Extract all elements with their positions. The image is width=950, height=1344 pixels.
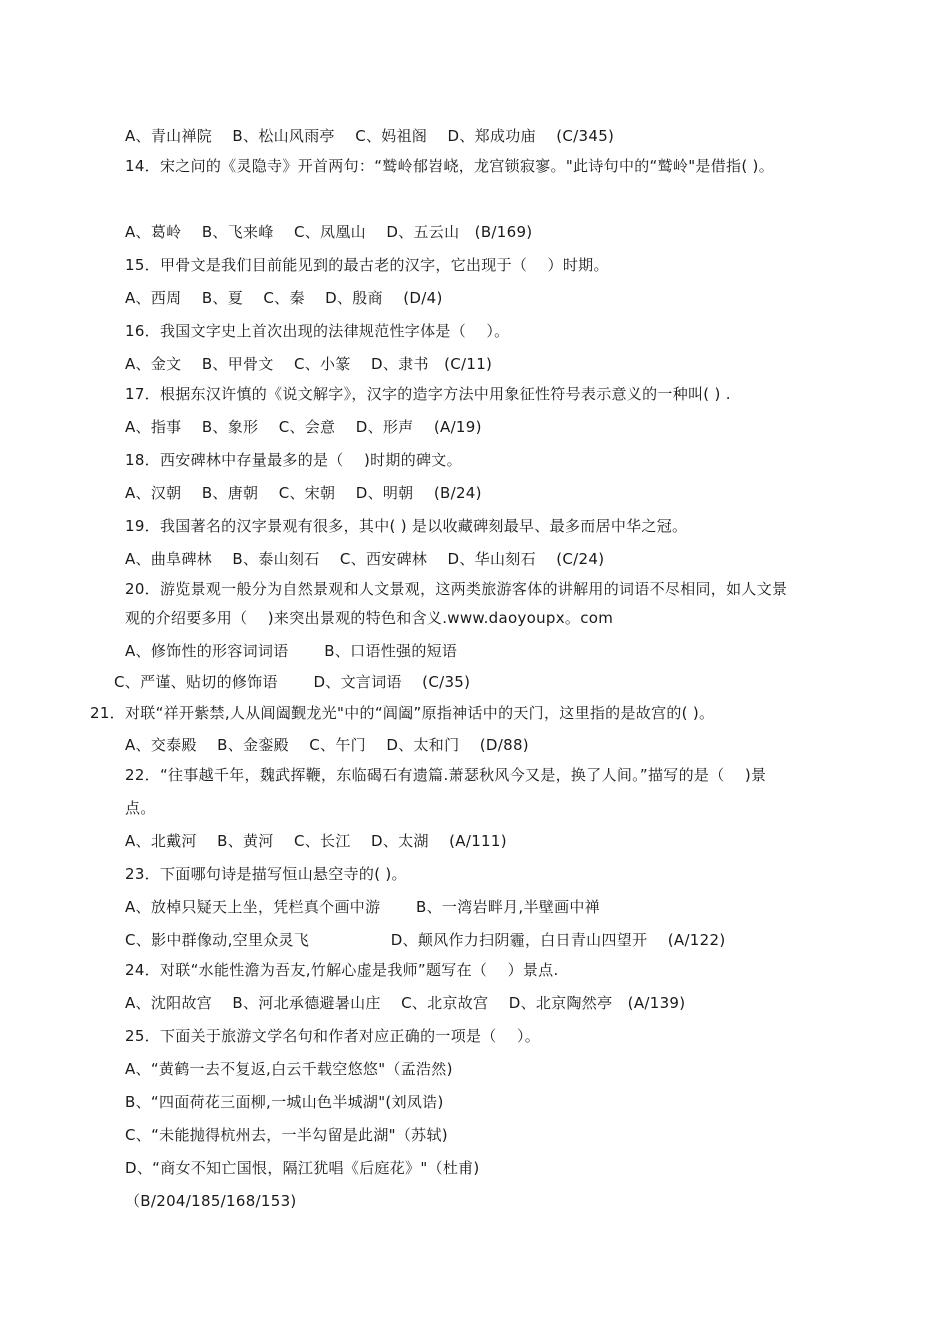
q20-options-line1: A、修饰性的形容词词语 B、口语性强的短语 (125, 642, 458, 660)
q17-question: 17．根据东汉许慎的《说文解字》，汉字的造字方法中用象征性符号表示意义的一种叫( ) . (125, 385, 731, 403)
q19-options: A、曲阜碑林 B、泰山刻石 C、西安碑林 D、华山刻石 (C/24) (125, 550, 605, 568)
q24-question: 24．对联“水能性澹为吾友,竹解心虚是我师”题写在（ ）景点. (125, 961, 559, 979)
q24-options: A、沈阳故宫 B、河北承德避暑山庄 C、北京故宫 D、北京陶然亭 (A/139) (125, 994, 686, 1012)
q15-question: 15．甲骨文是我们目前能见到的最古老的汉字，它出现于（ ）时期。 (125, 256, 609, 274)
q22-options: A、北戴河 B、黄河 C、长江 D、太湖 (A/111) (125, 832, 507, 850)
q23-options-line2: C、影中群像动,空里众灵飞 D、颠风作力扫阴霾，白日青山四望开 (A/122) (125, 931, 726, 949)
q21-question: 21．对联“祥开紫禁,人从阊阖觐龙光"中的“阊阖”原指神话中的天门，这里指的是故宫的( )。 (90, 704, 715, 722)
q18-question: 18．西安碑林中存量最多的是（ )时期的碑文。 (125, 451, 462, 469)
q14-question: 14．宋之问的《灵隐寺》开首两句：“鹫岭郁岧峣，龙宫锁寂寥。"此诗句中的“鹫岭"是借指( )。 (125, 157, 775, 175)
q16-options: A、金文 B、甲骨文 C、小篆 D、隶书 (C/11) (125, 355, 493, 373)
q21-options: A、交泰殿 B、金銮殿 C、午门 D、太和门 (D/88) (125, 736, 529, 754)
q16-question: 16．我国文字史上首次出现的法律规范性字体是（ ）。 (125, 322, 510, 340)
q25-option-c: C、“未能抛得杭州去，一半勾留是此湖"（苏轼) (125, 1126, 448, 1144)
q20-options-line2: C、严谨、贴切的修饰语 D、文言词语 (C/35) (114, 673, 471, 691)
q14-options: A、葛岭 B、飞来峰 C、凤凰山 D、五云山 (B/169) (125, 223, 533, 241)
q23-options-line1: A、放棹只疑天上坐，凭栏真个画中游 B、一湾岩畔月,半壁画中禅 (125, 898, 600, 916)
q25-question: 25．下面关于旅游文学名句和作者对应正确的一项是（ ）。 (125, 1027, 541, 1045)
q22-question-line2: 点。 (125, 799, 156, 817)
q23-question: 23．下面哪句诗是描写恒山悬空寺的( )。 (125, 865, 407, 883)
q25-option-b: B、“四面荷花三面柳,一城山色半城湖"(刘凤诰) (125, 1093, 444, 1111)
q20-question-line1: 20．游览景观一般分为自然景观和人文景观，这两类旅游客体的讲解用的词语不尽相同，如人文景 (125, 580, 788, 598)
q25-answer: （B/204/185/168/153) (125, 1192, 297, 1210)
q18-options: A、汉朝 B、唐朝 C、宋朝 D、明朝 (B/24) (125, 484, 482, 502)
q25-option-d: D、“商女不知亡国恨，隔江犹唱《后庭花》"（杜甫) (125, 1159, 480, 1177)
q20-question-line2: 观的介绍要多用（ )来突出景观的特色和含义.www.daoyoupx。com (125, 609, 614, 627)
q15-options: A、西周 B、夏 C、秦 D、殷商 (D/4) (125, 289, 443, 307)
q13-options: A、青山禅院 B、松山风雨亭 C、妈祖阁 D、郑成功庙 (C/345) (125, 127, 615, 145)
q17-options: A、指事 B、象形 C、会意 D、形声 (A/19) (125, 418, 482, 436)
q25-option-a: A、“黄鹤一去不复返,白云千载空悠悠"（孟浩然) (125, 1060, 453, 1078)
q22-question-line1: 22．“往事越千年，魏武挥鞭，东临碣石有遗篇.萧瑟秋风今又是，换了人间。”描写的是（ )景 (125, 766, 767, 784)
q19-question: 19．我国著名的汉字景观有很多，其中( ) 是以收藏碑刻最早、最多而居中华之冠。 (125, 517, 688, 535)
